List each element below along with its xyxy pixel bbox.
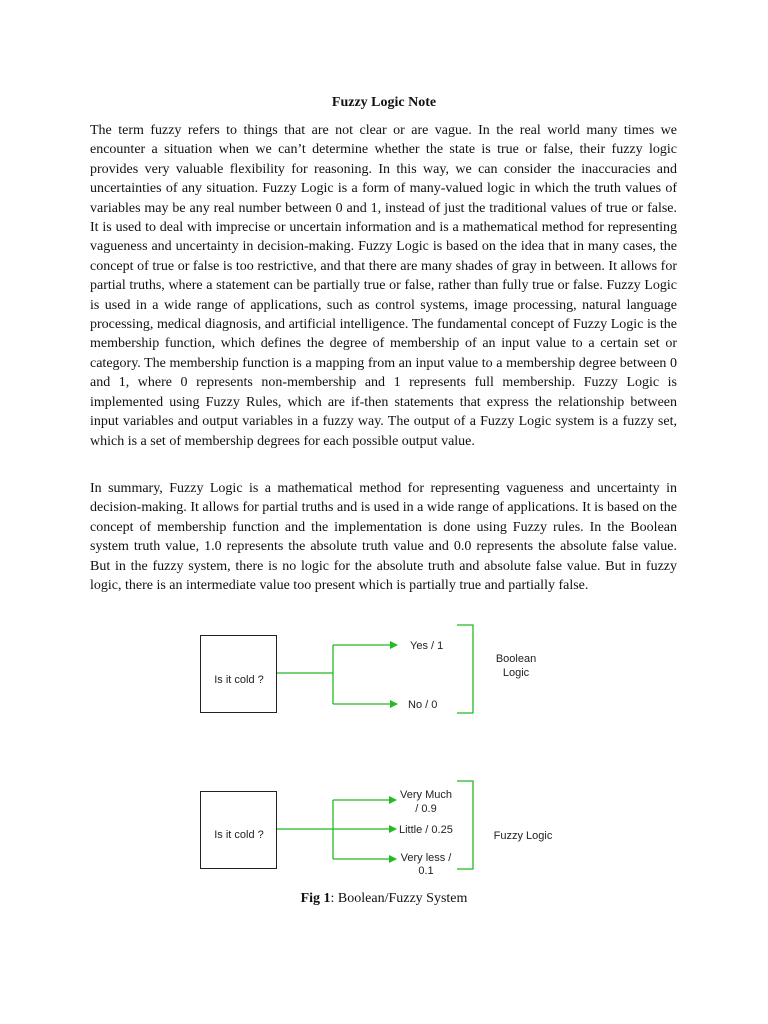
fuzzy-question-text: Is it cold ? [214, 829, 264, 841]
boolean-question-text: Is it cold ? [214, 674, 264, 686]
paragraph-intro: The term fuzzy refers to things that are not clear or are vague. In the real world many times we encounter a situation when we can’t determine whether the state is true or false, their fuzzy logic provides very valuable flexibility for reasoning. In this way, we can consider the inaccuracies and uncertainties of any situation. Fuzzy Logic is a form of many-valued logic in which the truth values of variables may be any real number between 0 and 1, instead of just the traditional values of true or false. It is used to deal with imprecise or uncertain information and is a mathematical method for representing vagueness and uncertainty in decision-making. Fuzzy Logic is based on the idea that in many cases, the concept of true or false is too restrictive, and that there are many shades of gray in between. It allows for partial truths, where a statement can be partially true or false, rather than fully true or false. Fuzzy Logic is used in a wide range of applications, such as control systems, image processing, natural language processing, medical diagnosis, and artificial intelligence. The fundamental concept of Fuzzy Logic is the membership function, which defines the degree of membership of an input value to a certain set or category. The membership function is a mapping from an input value to a membership degree between 0 and 1, where 0 represents non-membership and 1 represents full membership. Fuzzy Logic is implemented using Fuzzy Rules, which are if-then statements that express the relationship between input variables and output variables in a fuzzy way. The output of a Fuzzy Logic system is a fuzzy set, which is a set of membership degrees for each possible output value. [90, 123, 677, 449]
document-title: Fuzzy Logic Note [331, 95, 437, 110]
fuzzy-bracket [457, 781, 473, 869]
fuzzy-group-label: Fuzzy Logic [493, 830, 553, 842]
paragraph-summary: In summary, Fuzzy Logic is a mathematical method for representing vagueness and uncertainty in decision-making. It allows for partial truths and is used in a wide range of applications. It is based on the concept of membership function and the implementation is done using Fuzzy rules. In the Boolean system truth value, 1.0 represents the absolute truth value and 0.0 represents the absolute false value. But in the fuzzy system, there is no logic for the absolute truth and absolute false value. But in fuzzy logic, there is an intermediate value too present which is partially true and partially false. [90, 481, 677, 594]
fuzzy-output-little: Little / 0.25 [399, 824, 453, 836]
boolean-diagram [201, 625, 537, 713]
fuzzy-output-very-less-line2: 0.1 [418, 865, 434, 877]
boolean-output-yes: Yes / 1 [410, 640, 444, 652]
boolean-group-label-line1: Boolean [495, 653, 537, 665]
fuzzy-diagram [201, 781, 553, 877]
figure-caption-label: Fig 1 [300, 891, 331, 906]
figure-caption [0, 889, 768, 909]
boolean-group-label-line2: Logic [502, 667, 530, 679]
fuzzy-output-very-less-line1: Very less / [400, 852, 452, 864]
boolean-output-no: No / 0 [408, 699, 438, 711]
fuzzy-output-very-much-line1: Very Much [400, 789, 452, 801]
boolean-bracket [457, 625, 473, 713]
fuzzy-output-very-much-line2: / 0.9 [415, 803, 437, 815]
figure-caption-text: : Boolean/Fuzzy System [330, 891, 468, 906]
